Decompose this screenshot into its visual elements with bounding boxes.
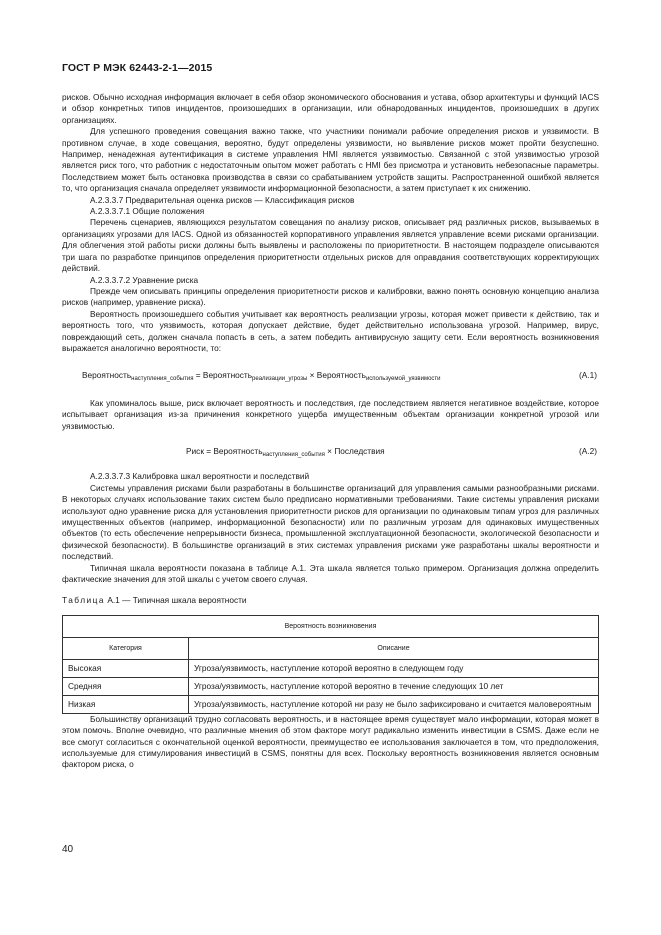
section-heading-a233372: А.2.3.3.7.2 Уравнение риска	[90, 274, 199, 285]
section-heading-a23337: А.2.3.3.7 Предварительная оценка рисков — Классификация рисков	[90, 194, 355, 205]
table-row	[63, 659, 599, 677]
table-caption: Таблица А.1 — Типичная шкала вероятности	[62, 595, 247, 606]
formula-a1	[62, 370, 599, 381]
section-heading-a233373: А.2.3.3.7.3 Калибровка шкал вероятности и последствий	[90, 471, 310, 482]
table-cell-description: Угроза/уязвимость, наступление которой вероятно в следующем году	[189, 659, 599, 677]
table-cell-category: Высокая	[63, 659, 189, 677]
paragraph-consequences: Как упоминалось выше, риск включает вероятность и последствия, где последствием является негативное воздействие, которое испытывает организация из-за причинения конкретного ущерба имущественным объектам организации конкретной угрозой или уязвимостью.	[62, 397, 599, 431]
table-row	[63, 695, 599, 713]
formula-a1-number: (А.1)	[579, 370, 597, 381]
formula-a1-expression: Вероятность$_{наступления\_события}$ = Вероятность$_{реализации\_угрозы}$ × Вероятность$_{используемой\_уязвимости}$	[82, 370, 441, 383]
document-body	[62, 92, 599, 771]
paragraph-typical-scale: Типичная шкала вероятности показана в таблице А.1. Эта шкала является только примером. Организация должна определить фактические значения для этой шкалы с учетом своего случая.	[62, 562, 599, 585]
paragraph-risk-equation-intro: Прежде чем описывать принципы определения приоритетности рисков и калибровки, важно понять основную концепцию анализа рисков (например, уравнение риска).	[62, 285, 599, 308]
table-cell-description: Угроза/уязвимость, наступление которой ни разу не было зафиксировано и считается маловероятным	[189, 695, 599, 713]
formula-a2-expression: Риск = Вероятность$_{наступления\_события}$ × Последствия	[186, 445, 385, 458]
table-header-row	[63, 615, 599, 637]
section-heading-a233371: А.2.3.3.7.1 Общие положения	[90, 206, 205, 217]
table-col-description: Описание	[189, 637, 599, 659]
likelihood-table	[62, 615, 599, 714]
table-header-main: Вероятность возникновения	[63, 615, 599, 637]
paragraph-risk-input: рисков. Обычно исходная информация включает в себя обзор экономического обоснования и устава, обзор архитектуры и функций IACS и обзор конкретных типов инцидентов, произошедших в организации, или обнародованных инцидентов, произошедших в других организациях.	[62, 92, 599, 125]
formula-a2	[62, 446, 599, 457]
table-cell-category: Низкая	[63, 695, 189, 713]
formula-a2-number: (А.2)	[579, 445, 597, 456]
paragraph-likelihood: Вероятность произошедшего события учитывает как вероятность реализации угрозы, которая может привести к действию, так и вероятность того, что уязвимость, которая допускает действие, будет действительно использована угрозой. Например, вирус, повреждающий сеть, должен сначала попасть в сеть, а затем победить антивирусную защиту сети. Если вероятность возникновения выражается аналогично вероятности, то:	[62, 308, 599, 353]
table-cell-description: Угроза/уязвимость, наступление которой вероятно в течение следующих 10 лет	[189, 677, 599, 695]
paragraph-agreeing-likelihood: Большинству организаций трудно согласовать вероятность, и в настоящее время существует мало информации, которая может в этом помочь. Вполне очевидно, что различные мнения об этом факторе могут радикально изменить инвестиции в CSMS. Даже если не все смогут согласиться с окончательной оценкой вероятности, преимущество ее использования заключается в том, что предположения, используемые для стимулирования инвестиций в CSMS, понятны для всех. Поскольку вероятность возникновения является основным фактором риска, о	[62, 713, 599, 770]
paragraph-scenarios: Перечень сценариев, являющихся результатом совещания по анализу рисков, описывает ряд различных рисков, вызываемых в организациях угрозами для IACS. Одной из обязанностей корпоративного управления является управление всеми рисками организации. Для облегчения этой работы риски должны быть выявлены и расположены по приоритетности. В настоящем подразделе описываются три шага по разработке принципов определения приоритетности отдельных рисков для оправдания соответствующих корректирующих действий.	[62, 217, 599, 274]
table-row	[63, 677, 599, 695]
table-col-category: Категория	[63, 637, 189, 659]
table-cell-category: Средняя	[63, 677, 189, 695]
page-number: 40	[62, 844, 74, 855]
paragraph-risk-systems: Системы управления рисками были разработаны в большинстве организаций для управления самыми разнообразными рисками. В некоторых случаях использование таких систем было предписано нормативными требованиями. Такие системы управления рисками используют одно уравнение риска для установления приоритетности рисков для организации по одинаковым типам угроз для различных имущественных объектов (например, информационной безопасности) или по различным угрозам для одинаковых имущественных объектов (то есть обеспечение непрерывности бизнеса, промышленной эксплуатационной безопасности, экологической безопасности и физической безопасности). В большинстве организаций в этих системах управления рисками уже разработаны шкалы вероятности и последствий.	[62, 482, 599, 562]
table-subheader-row	[63, 637, 599, 659]
paragraph-meeting: Для успешного проведения совещания важно также, что участники понимали рабочие определения рисков и уязвимости. В противном случае, в ходе совещания, вероятно, будут определены уязвимости, но выявление рисков может пройти безуспешно. Например, ненадежная аутентификация в системе управления HMI является уязвимостью. Связанной с этой уязвимостью угрозой является риск того, что работник с недостаточным опытом может работать с HMI без присмотра и установить небезопасные параметры. Последствием может быть остановка производства в связи со срабатыванием устройств защиты. Распространенной ошибкой является то, что организация сначала определяет уязвимости информационной безопасности, а затем приступает к их снижению.	[62, 126, 599, 194]
document-header: ГОСТ Р МЭК 62443-2-1—2015	[62, 62, 213, 74]
